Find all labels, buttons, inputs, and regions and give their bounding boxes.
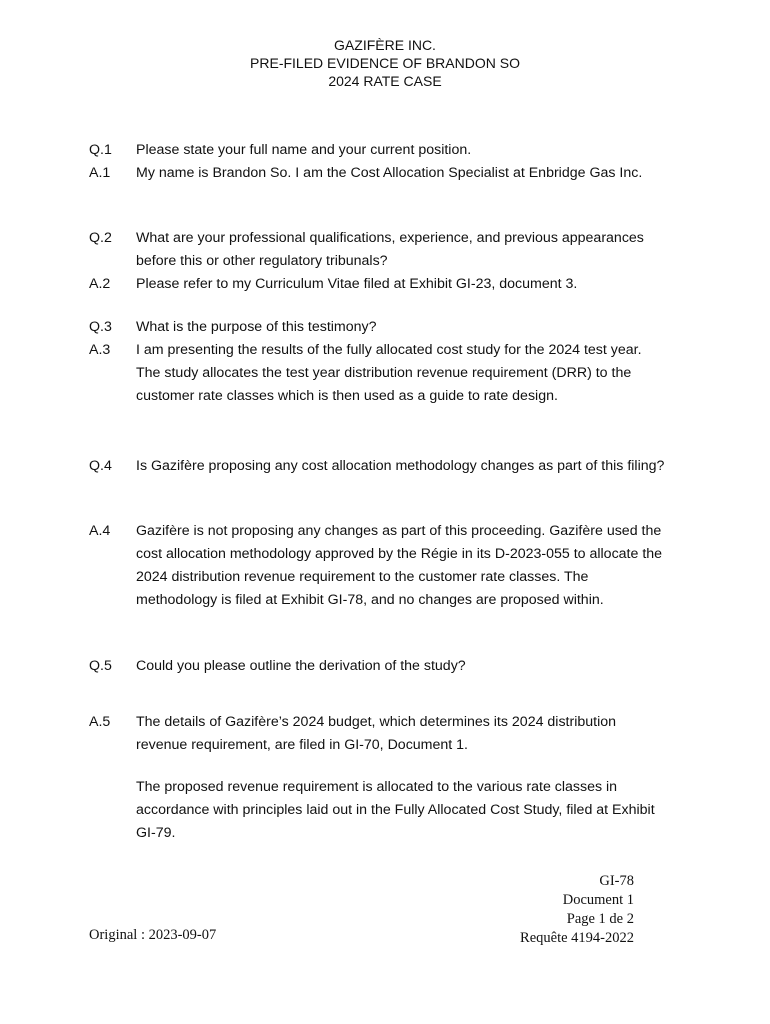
qa-label: A.4 — [89, 523, 111, 539]
qa-text: My name is Brandon So. I am the Cost Allocation Specialist at Enbridge Gas Inc. — [136, 165, 643, 181]
qa-text: The proposed revenue requirement is allocated to the various rate classes in accordance with principles laid out in the Fully Allocated Cost Study, filed at Exhibit GI-79. — [136, 779, 655, 841]
qa-text: What are your professional qualifications, experience, and previous appearances before this or other regulatory tribunals? — [136, 230, 644, 269]
qa-item-a5-continued — [89, 776, 669, 845]
qa-text: Please refer to my Curriculum Vitae filed at Exhibit GI-23, document 3. — [136, 276, 578, 292]
qa-item-q4 — [89, 455, 669, 478]
qa-item-q1 — [89, 139, 669, 162]
qa-item-a2 — [89, 273, 669, 296]
qa-label: A.1 — [89, 165, 111, 181]
qa-label: Q.4 — [89, 458, 112, 474]
qa-text: Please state your full name and your current position. — [136, 142, 472, 158]
qa-text: I am presenting the results of the fully allocated cost study for the 2024 test year. The study allocates the test year distribution revenue requirement (DRR) to the customer rate classes which is then used as a guide to rate design. — [136, 342, 642, 404]
evidence-title: PRE-FILED EVIDENCE OF BRANDON SO — [250, 55, 520, 71]
qa-text: Gazifère is not proposing any changes as part of this proceeding. Gazifère used the cost allocation methodology approved by the Régie in its D-2023-055 to allocate the 2024 distribution revenue requirement to the customer rate classes. The methodology is filed at Exhibit GI-78, and no changes are proposed within. — [136, 523, 663, 608]
request-number: Requête 4194-2022 — [520, 930, 634, 946]
qa-item-a3 — [89, 339, 669, 408]
qa-item-q5 — [89, 655, 669, 678]
qa-label: A.5 — [89, 714, 111, 730]
qa-label: A.2 — [89, 276, 111, 292]
qa-label: Q.2 — [89, 230, 112, 246]
qa-text: Could you please outline the derivation of the study? — [136, 658, 466, 674]
page-number: Page 1 de 2 — [566, 911, 634, 927]
qa-item-a4 — [89, 520, 669, 612]
original-date: Original : 2023-09-07 — [89, 927, 217, 943]
document-number: Document 1 — [562, 892, 634, 908]
qa-item-a5 — [89, 711, 669, 757]
qa-item-q3 — [89, 316, 669, 339]
qa-text: Is Gazifère proposing any cost allocation methodology changes as part of this filing? — [136, 458, 665, 474]
document-header — [0, 36, 770, 90]
qa-text: The details of Gazifère’s 2024 budget, which determines its 2024 distribution revenue requirement, are filed in GI-70, Document 1. — [136, 714, 617, 753]
qa-item-q2 — [89, 227, 669, 273]
company-name: GAZIFÈRE INC. — [334, 37, 436, 53]
qa-label: Q.1 — [89, 142, 112, 158]
qa-label: Q.3 — [89, 319, 112, 335]
qa-label: Q.5 — [89, 658, 112, 674]
qa-text: What is the purpose of this testimony? — [136, 319, 377, 335]
exhibit-reference — [520, 872, 634, 948]
qa-label: A.3 — [89, 342, 111, 358]
qa-item-a1 — [89, 162, 669, 185]
exhibit-number: GI-78 — [599, 873, 634, 889]
rate-case-title: 2024 RATE CASE — [328, 73, 442, 89]
